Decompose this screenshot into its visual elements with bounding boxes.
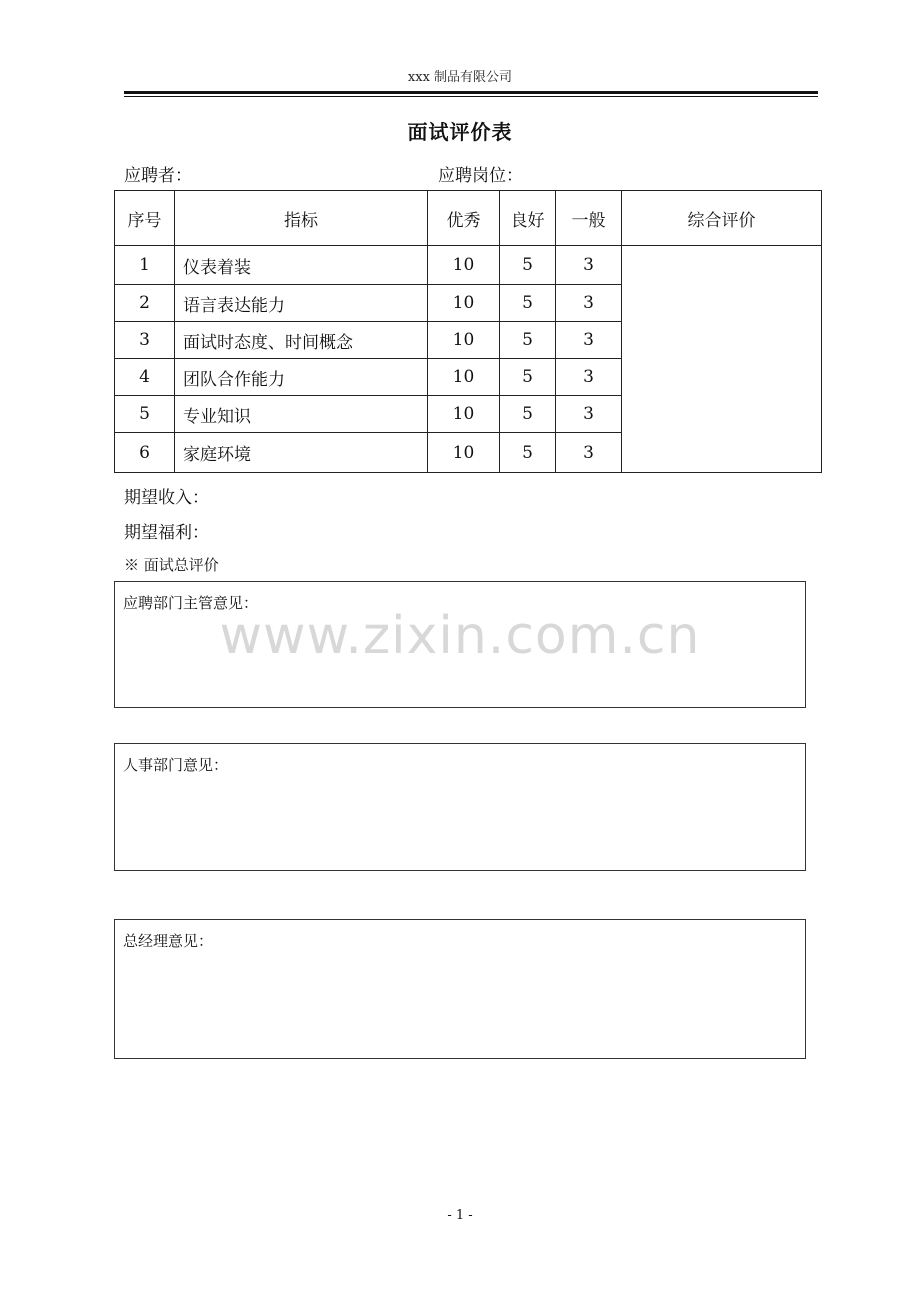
- overall-evaluation-cell[interactable]: [621, 245, 822, 473]
- header-cell-indicator: 指标: [174, 190, 428, 246]
- overall-review-note: ※ 面试总评价: [124, 556, 219, 574]
- hr-opinion-box[interactable]: [114, 743, 806, 871]
- row-average-cell: 3: [555, 395, 622, 433]
- row-good-cell: 5: [499, 284, 556, 322]
- evaluation-table: [114, 190, 822, 473]
- page-number: - 1 -: [447, 1208, 473, 1223]
- row-excellent-cell: 10: [427, 321, 500, 359]
- row-excellent-cell: 10: [427, 395, 500, 433]
- row-good-cell: 5: [499, 245, 556, 285]
- row-index-cell: 3: [114, 321, 175, 359]
- row-index-cell: 5: [114, 395, 175, 433]
- row-good-cell: 5: [499, 395, 556, 433]
- page-title: 面试评价表: [407, 120, 513, 144]
- watermark: www.zixin.com.cn: [219, 606, 701, 666]
- row-good-cell: 5: [499, 321, 556, 359]
- row-average-cell: 3: [555, 432, 622, 473]
- row-excellent-cell: 10: [427, 284, 500, 322]
- header-rule-thin: [124, 96, 818, 97]
- row-index-cell: 2: [114, 284, 175, 322]
- row-indicator-cell: 仪表着装: [174, 245, 428, 285]
- row-index-cell: 1: [114, 245, 175, 285]
- row-indicator-cell: 语言表达能力: [174, 284, 428, 322]
- hr-opinion-label: 人事部门意见：: [123, 756, 229, 774]
- expected-benefits-label: 期望福利：: [124, 523, 209, 543]
- dept-manager-opinion-label: 应聘部门主管意见：: [123, 594, 259, 612]
- row-average-cell: 3: [555, 358, 622, 396]
- row-excellent-cell: 10: [427, 358, 500, 396]
- header-cell-index: 序号: [114, 190, 175, 246]
- row-average-cell: 3: [555, 284, 622, 322]
- row-index-cell: 6: [114, 432, 175, 473]
- row-indicator-cell: 面试时态度、时间概念: [174, 321, 428, 359]
- row-excellent-cell: 10: [427, 432, 500, 473]
- general-manager-opinion-box[interactable]: [114, 919, 806, 1059]
- row-indicator-cell: 团队合作能力: [174, 358, 428, 396]
- row-average-cell: 3: [555, 321, 622, 359]
- company-header: xxx 制品有限公司: [407, 70, 513, 85]
- row-average-cell: 3: [555, 245, 622, 285]
- applicant-label: 应聘者：: [124, 166, 192, 186]
- header-cell-good: 良好: [499, 190, 556, 246]
- general-manager-opinion-label: 总经理意见：: [123, 932, 214, 950]
- header-rule-thick: [124, 91, 818, 94]
- row-indicator-cell: 专业知识: [174, 395, 428, 433]
- position-label: 应聘岗位：: [438, 166, 523, 186]
- header-cell-overall: 综合评价: [621, 190, 822, 246]
- row-indicator-cell: 家庭环境: [174, 432, 428, 473]
- header-cell-average: 一般: [555, 190, 622, 246]
- row-excellent-cell: 10: [427, 245, 500, 285]
- header-cell-excellent: 优秀: [427, 190, 500, 246]
- row-good-cell: 5: [499, 358, 556, 396]
- row-good-cell: 5: [499, 432, 556, 473]
- expected-income-label: 期望收入：: [124, 488, 209, 508]
- row-index-cell: 4: [114, 358, 175, 396]
